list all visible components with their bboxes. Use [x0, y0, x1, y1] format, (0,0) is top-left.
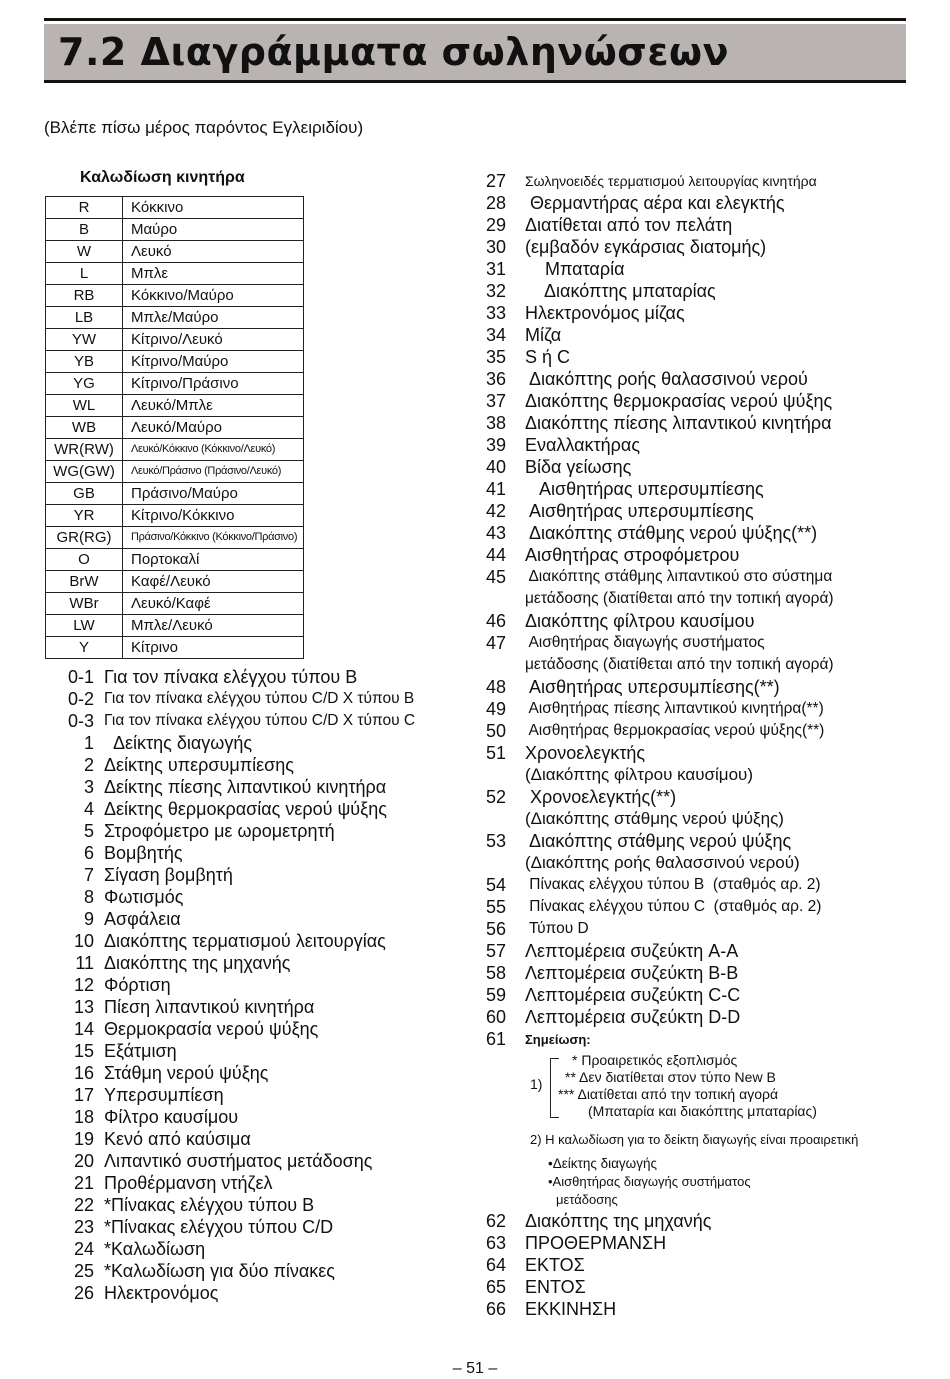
wire-color-code: LB: [46, 307, 123, 329]
legend-text: Διακόπτης φίλτρου καυσίμου: [525, 611, 755, 631]
legend-number: 37: [486, 391, 507, 411]
legend-item: [486, 346, 926, 368]
legend-text: Πίεση λιπαντικού κινητήρα: [104, 997, 315, 1017]
legend-text: Διακόπτης μπαταρίας: [525, 281, 716, 301]
legend-number: 20: [73, 1151, 94, 1171]
wire-color-name: Κόκκινο: [123, 197, 304, 219]
wire-color-row: [46, 263, 304, 285]
legend-text-continuation: (Διακόπτης ροής θαλασσινού νερού): [525, 853, 800, 872]
legend-text: S ή C: [525, 347, 571, 367]
legend-number: 64: [486, 1255, 507, 1275]
legend-text: *Καλωδίωση για δύο πίνακες: [104, 1261, 335, 1281]
legend-text: Διακόπτης πίεσης λιπαντικού κινητήρα: [525, 413, 832, 433]
legend-item: [486, 984, 926, 1006]
wire-color-code: RB: [46, 285, 123, 307]
wire-color-row: [46, 373, 304, 395]
legend-number: 19: [73, 1129, 94, 1149]
wire-color-row: [46, 197, 304, 219]
legend-text: Λεπτομέρεια συζεύκτη D-D: [525, 1007, 741, 1027]
legend-item: [486, 368, 926, 390]
legend-item: [486, 390, 926, 412]
legend-number: 56: [486, 919, 507, 939]
wire-color-row: [46, 505, 304, 527]
legend-text: Μπαταρία: [525, 259, 625, 279]
wire-color-name: Λευκό/Μπλε: [123, 395, 304, 417]
legend-number: 0-3: [67, 711, 94, 731]
legend-item: [486, 742, 926, 764]
legend-item: [52, 1106, 472, 1128]
legend-text: Διακόπτης στάθμης λιπαντικού στο σύστημα: [525, 568, 833, 585]
legend-text: Μίζα: [525, 325, 562, 345]
legend-number: 11: [75, 953, 94, 973]
legend-item: [52, 1018, 472, 1040]
legend-text-continuation: μετάδοσης (διατίθεται από την τοπική αγορά): [525, 590, 834, 607]
wire-color-row: [46, 329, 304, 351]
legend-number: 49: [486, 699, 507, 719]
legend-item: [52, 952, 472, 974]
wire-color-code: W: [46, 241, 123, 263]
wire-color-row: [46, 219, 304, 241]
wire-color-row: [46, 527, 304, 549]
legend-item: [52, 666, 472, 688]
legend-item: [52, 820, 472, 842]
legend-text: Διακόπτης θερμοκρασίας νερού ψύξης: [525, 391, 833, 411]
legend-number: 34: [486, 325, 507, 345]
legend-number: 46: [486, 611, 507, 631]
wire-color-row: [46, 637, 304, 659]
legend-text: Αισθητήρας διαγωγής συστήματος: [525, 634, 765, 651]
legend-item: [486, 214, 926, 236]
legend-text: ΕΚΤΟΣ: [525, 1255, 585, 1275]
legend-item: [52, 1194, 472, 1216]
legend-number: 17: [73, 1085, 94, 1105]
legend-item: [486, 632, 926, 654]
page-number: – 51 –: [452, 1360, 498, 1377]
legend-item: [486, 258, 926, 280]
wire-color-code: B: [46, 219, 123, 241]
wiring-table-title: Καλωδίωση κινητήρα: [80, 169, 245, 186]
legend-number: 15: [73, 1041, 94, 1061]
legend-text: Λεπτομέρεια συζεύκτη C-C: [525, 985, 741, 1005]
legend-text: ΕΚΚΙΝΗΣΗ: [525, 1299, 617, 1319]
legend-number: 44: [486, 545, 507, 565]
wire-color-name: Κίτρινο/Μαύρο: [123, 351, 304, 373]
wire-color-code: WBr: [46, 593, 123, 615]
wire-color-name: Λευκό: [123, 241, 304, 263]
wire-color-name: Κίτρινο/Κόκκινο: [123, 505, 304, 527]
wire-color-row: [46, 461, 304, 483]
legend-item: [52, 1040, 472, 1062]
legend-item: [486, 434, 926, 456]
legend-number: 12: [73, 975, 94, 995]
legend-text: Εναλλακτήρας: [525, 435, 640, 455]
note-heading: Σημείωση:: [525, 1032, 591, 1047]
wire-color-name: Λευκό/Μαύρο: [123, 417, 304, 439]
legend-item: [52, 1150, 472, 1172]
legend-text: Σωληνοειδές τερματισμού λειτουργίας κινητήρα: [525, 173, 817, 189]
legend-item: [486, 676, 926, 698]
legend-item: [52, 688, 472, 710]
legend-item: [52, 1216, 472, 1238]
legend-text: Διακόπτης ροής θαλασσινού νερού: [525, 369, 808, 389]
legend-text: Για τον πίνακα ελέγχου τύπου C/D Χ τύπου B: [104, 690, 415, 707]
legend-text: Λιπαντικό συστήματος μετάδοσης: [104, 1151, 373, 1171]
wire-color-row: [46, 615, 304, 637]
legend-number: 22: [73, 1195, 94, 1215]
wire-color-table: [45, 196, 304, 659]
legend-item: [486, 786, 926, 808]
legend-item: [52, 754, 472, 776]
wire-color-name: Πορτοκαλί: [123, 549, 304, 571]
legend-text: Βίδα γείωσης: [525, 457, 632, 477]
legend-text: Προθέρμανση ντήζελ: [104, 1173, 273, 1193]
legend-number: 0-1: [67, 667, 94, 687]
legend-item: [486, 522, 926, 544]
legend-item: [486, 456, 926, 478]
legend-number: 32: [486, 281, 507, 301]
wire-color-name: Μπλε/Μαύρο: [123, 307, 304, 329]
legend-text: Αισθητήρας υπερσυμπίεσης: [525, 479, 764, 499]
legend-item: [486, 830, 926, 852]
wire-color-code: YR: [46, 505, 123, 527]
note-block: [486, 1028, 926, 1206]
legend-item: [52, 1084, 472, 1106]
legend-text: Κενό από καύσιμα: [104, 1129, 251, 1149]
legend-list-right: [486, 170, 926, 1320]
legend-text: Τύπου D: [525, 920, 589, 937]
legend-number: 9: [83, 909, 94, 929]
legend-text: Διακόπτης στάθμης νερού ψύξης(**): [525, 523, 818, 543]
legend-item: [486, 544, 926, 566]
legend-text: Διακόπτης της μηχανής: [525, 1211, 712, 1231]
legend-text: Πίνακας ελέγχου τύπου B (σταθμός αρ. 2): [525, 876, 821, 893]
legend-number: 2: [83, 755, 94, 775]
legend-text: (εμβαδόν εγκάρσιας διατομής): [525, 237, 767, 257]
legend-number: 57: [486, 941, 507, 961]
note-bullet-2-cont: μετάδοσης: [556, 1192, 618, 1207]
legend-number: 43: [486, 523, 507, 543]
legend-text: ΠΡΟΘΕΡΜΑΝΣΗ: [525, 1233, 667, 1253]
legend-number: 28: [486, 193, 507, 213]
legend-number: 30: [486, 237, 507, 257]
legend-item: [52, 710, 472, 732]
legend-item: [52, 1282, 472, 1304]
wire-color-name: Καφέ/Λευκό: [123, 571, 304, 593]
wire-color-name: Μπλε/Λευκό: [123, 615, 304, 637]
legend-number: 0-2: [67, 689, 94, 709]
legend-number: 26: [73, 1283, 94, 1303]
legend-item: [486, 940, 926, 962]
legend-text: Αισθητήρας θερμοκρασίας νερού ψύξης(**): [525, 722, 825, 739]
legend-text: Δείκτης διαγωγής: [104, 733, 253, 753]
legend-item: [486, 566, 926, 588]
header-rule: [44, 18, 906, 21]
wire-color-row: [46, 549, 304, 571]
legend-item: [486, 192, 926, 214]
legend-number: 7: [83, 865, 94, 885]
legend-text: Διακόπτης στάθμης νερού ψύξης: [525, 831, 792, 851]
legend-item: [52, 886, 472, 908]
legend-item: [486, 1298, 926, 1320]
legend-text: Φόρτιση: [104, 975, 171, 995]
legend-text: *Πίνακας ελέγχου τύπου B: [104, 1195, 315, 1215]
legend-number: 33: [486, 303, 507, 323]
legend-number: 10: [73, 931, 94, 951]
legend-number: 51: [486, 743, 507, 763]
intro-note: (Βλέπε πίσω μέρος παρόντος Εγλειριδίου): [44, 118, 364, 137]
legend-text: Θερμαντήρας αέρα και ελεγκτής: [525, 193, 785, 213]
legend-number: 59: [486, 985, 507, 1005]
legend-item: [486, 302, 926, 324]
wire-color-row: [46, 417, 304, 439]
legend-number: 48: [486, 677, 507, 697]
legend-number: 47: [486, 633, 507, 653]
note-bullet-1: •Δείκτης διαγωγής: [548, 1156, 657, 1171]
legend-text: Δείκτης θερμοκρασίας νερού ψύξης: [104, 799, 387, 819]
legend-text: Φίλτρο καυσίμου: [104, 1107, 239, 1127]
legend-text: Χρονοελεγκτής: [525, 743, 646, 763]
wire-color-code: YG: [46, 373, 123, 395]
legend-text: Σίγαση βομβητή: [104, 865, 233, 885]
legend-item: [486, 478, 926, 500]
legend-text: Διακόπτης της μηχανής: [104, 953, 291, 973]
legend-number: 41: [486, 479, 507, 499]
legend-number: 53: [486, 831, 507, 851]
legend-text: Διατίθεται από τον πελάτη: [525, 215, 733, 235]
legend-number: 29: [486, 215, 507, 235]
legend-text-continuation: μετάδοσης (διατίθεται από την τοπική αγορά): [525, 656, 834, 673]
wire-color-name: Μαύρο: [123, 219, 304, 241]
legend-item: [52, 1128, 472, 1150]
wire-color-code: WR(RW): [46, 439, 123, 461]
legend-item: [486, 962, 926, 984]
note-star-3: *** Διατίθεται από την τοπική αγορά: [558, 1086, 779, 1102]
legend-item: [486, 500, 926, 522]
legend-text: Ασφάλεια: [104, 909, 181, 929]
note-star-2: ** Δεν διατίθεται στον τύπο New B: [565, 1069, 776, 1085]
legend-item: [486, 236, 926, 258]
legend-number: 66: [486, 1299, 507, 1319]
wire-color-row: [46, 483, 304, 505]
wire-color-row: [46, 395, 304, 417]
legend-number: 5: [83, 821, 94, 841]
legend-number: 6: [83, 843, 94, 863]
legend-text: *Καλωδίωση: [104, 1239, 206, 1259]
legend-item: [486, 874, 926, 896]
wire-color-name: Κίτρινο/Λευκό: [123, 329, 304, 351]
wire-color-name: Μπλε: [123, 263, 304, 285]
wire-color-code: Y: [46, 637, 123, 659]
note-star-3-detail: (Μπαταρία και διακόπτης μπαταρίας): [588, 1103, 817, 1119]
legend-number: 55: [486, 897, 507, 917]
legend-item: [52, 908, 472, 930]
wire-color-code: O: [46, 549, 123, 571]
legend-number: 13: [73, 997, 94, 1017]
legend-item: [52, 732, 472, 754]
legend-number: 1: [83, 733, 94, 753]
legend-text: Για τον πίνακα ελέγχου τύπου C/D Χ τύπου C: [104, 712, 416, 729]
legend-number: 62: [486, 1211, 507, 1231]
legend-text: Αισθητήρας υπερσυμπίεσης(**): [525, 677, 780, 697]
section-header: [44, 24, 906, 83]
wire-color-name: Πράσινο/Μαύρο: [123, 483, 304, 505]
legend-text: *Πίνακας ελέγχου τύπου C/D: [104, 1217, 334, 1237]
legend-item: [486, 918, 926, 940]
wire-color-code: L: [46, 263, 123, 285]
legend-item: [486, 1210, 926, 1232]
wire-color-code: GR(RG): [46, 527, 123, 549]
legend-text: Στροφόμετρο με ωρομετρητή: [104, 821, 335, 841]
legend-number: 18: [73, 1107, 94, 1127]
legend-item: [52, 1238, 472, 1260]
legend-item: [52, 930, 472, 952]
wire-color-code: WB: [46, 417, 123, 439]
wire-color-row: [46, 571, 304, 593]
legend-item: [52, 974, 472, 996]
legend-text: Υπερσυμπίεση: [104, 1085, 224, 1105]
wire-color-name: Λευκό/Κόκκινο (Κόκκινο/Λευκό): [123, 439, 304, 461]
legend-number: 21: [73, 1173, 94, 1193]
note-label-1: 1): [530, 1076, 543, 1092]
wire-color-row: [46, 593, 304, 615]
legend-item: [52, 1062, 472, 1084]
legend-number: 50: [486, 721, 507, 741]
legend-item: [486, 896, 926, 918]
legend-item: [52, 776, 472, 798]
legend-number: 40: [486, 457, 507, 477]
legend-text-continuation: (Διακόπτης φίλτρου καυσίμου): [525, 765, 753, 784]
legend-number: 24: [73, 1239, 94, 1259]
legend-number: 31: [486, 259, 507, 279]
legend-text: Λεπτομέρεια συζεύκτη B-B: [525, 963, 739, 983]
legend-item: [486, 280, 926, 302]
legend-list-left: [52, 666, 472, 1304]
wire-color-row: [46, 241, 304, 263]
legend-item: [486, 720, 926, 742]
legend-item: [52, 798, 472, 820]
legend-text: Ηλεκτρονόμος μίζας: [525, 303, 685, 323]
note-bullet-2: •Αισθητήρας διαγωγής συστήματος: [548, 1174, 751, 1189]
wire-color-row: [46, 307, 304, 329]
wire-color-code: YW: [46, 329, 123, 351]
legend-item: [52, 1172, 472, 1194]
legend-text: Φωτισμός: [104, 887, 184, 907]
legend-item: [52, 996, 472, 1018]
legend-text: Λεπτομέρεια συζεύκτη A-A: [525, 941, 739, 961]
legend-text: Δείκτης πίεσης λιπαντικού κινητήρα: [104, 777, 387, 797]
legend-item: [486, 1276, 926, 1298]
legend-text: Αισθητήρας πίεσης λιπαντικού κινητήρα(**): [525, 700, 824, 717]
legend-number: 45: [486, 567, 507, 587]
legend-number: 38: [486, 413, 507, 433]
wire-color-code: GB: [46, 483, 123, 505]
legend-number: 63: [486, 1233, 507, 1253]
legend-text: Θερμοκρασία νερού ψύξης: [104, 1019, 319, 1039]
legend-text: Αισθητήρας στροφόμετρου: [525, 545, 740, 565]
legend-text: Χρονοελεγκτής(**): [525, 787, 677, 807]
wire-color-code: WG(GW): [46, 461, 123, 483]
legend-item: [486, 170, 926, 192]
legend-item: [486, 610, 926, 632]
note-line-2: 2) Η καλωδίωση για το δείκτη διαγωγής είναι προαιρετική: [530, 1132, 859, 1147]
legend-text: Δείκτης υπερσυμπίεσης: [104, 755, 294, 775]
wire-color-code: BrW: [46, 571, 123, 593]
legend-text: Για τον πίνακα ελέγχου τύπου B: [104, 667, 358, 687]
legend-item: [486, 1006, 926, 1028]
legend-number: 61: [486, 1029, 507, 1049]
legend-number: 52: [486, 787, 507, 807]
legend-number: 8: [83, 887, 94, 907]
legend-number: 27: [486, 171, 507, 191]
page-title: 7.2 Διαγράμματα σωληνώσεων: [58, 30, 729, 74]
wire-color-row: [46, 439, 304, 461]
legend-number: 65: [486, 1277, 507, 1297]
legend-number: 25: [73, 1261, 94, 1281]
note-star-1: * Προαιρετικός εξοπλισμός: [572, 1052, 738, 1068]
legend-number: 39: [486, 435, 507, 455]
legend-number: 42: [486, 501, 507, 521]
legend-item: [52, 842, 472, 864]
legend-item: [486, 1232, 926, 1254]
wire-color-code: YB: [46, 351, 123, 373]
legend-text: Πίνακας ελέγχου τύπου C (σταθμός αρ. 2): [525, 898, 822, 915]
legend-item: [486, 698, 926, 720]
legend-text: Βομβητής: [104, 843, 183, 863]
wire-color-name: Πράσινο/Κόκκινο (Κόκκινο/Πράσινο): [123, 527, 304, 549]
legend-item: [486, 1254, 926, 1276]
legend-number: 54: [486, 875, 507, 895]
legend-text: Ηλεκτρονόμος: [104, 1283, 219, 1303]
legend-item: [486, 412, 926, 434]
legend-item: [52, 864, 472, 886]
legend-text: Αισθητήρας υπερσυμπίεσης: [525, 501, 754, 521]
legend-number: 23: [73, 1217, 94, 1237]
legend-number: 16: [73, 1063, 94, 1083]
legend-text: Εξάτμιση: [104, 1041, 177, 1061]
wire-color-name: Κίτρινο: [123, 637, 304, 659]
wire-color-name: Κίτρινο/Πράσινο: [123, 373, 304, 395]
legend-number: 35: [486, 347, 507, 367]
legend-number: 60: [486, 1007, 507, 1027]
legend-item: [486, 324, 926, 346]
legend-number: 58: [486, 963, 507, 983]
legend-item: [52, 1260, 472, 1282]
wire-color-code: LW: [46, 615, 123, 637]
wire-color-name: Κόκκινο/Μαύρο: [123, 285, 304, 307]
wire-color-name: Λευκό/Καφέ: [123, 593, 304, 615]
legend-number: 14: [73, 1019, 94, 1039]
legend-text: ΕΝΤΟΣ: [525, 1277, 586, 1297]
legend-number: 4: [83, 799, 94, 819]
legend-text: Διακόπτης τερματισμού λειτουργίας: [104, 931, 386, 951]
legend-text: Στάθμη νερού ψύξης: [104, 1063, 269, 1083]
legend-text-continuation: (Διακόπτης στάθμης νερού ψύξης): [525, 809, 784, 828]
wire-color-name: Λευκό/Πράσινο (Πράσινο/Λευκό): [123, 461, 304, 483]
legend-number: 36: [486, 369, 507, 389]
wire-color-row: [46, 351, 304, 373]
wire-color-row: [46, 285, 304, 307]
wire-color-code: R: [46, 197, 123, 219]
legend-number: 3: [83, 777, 94, 797]
wire-color-code: WL: [46, 395, 123, 417]
